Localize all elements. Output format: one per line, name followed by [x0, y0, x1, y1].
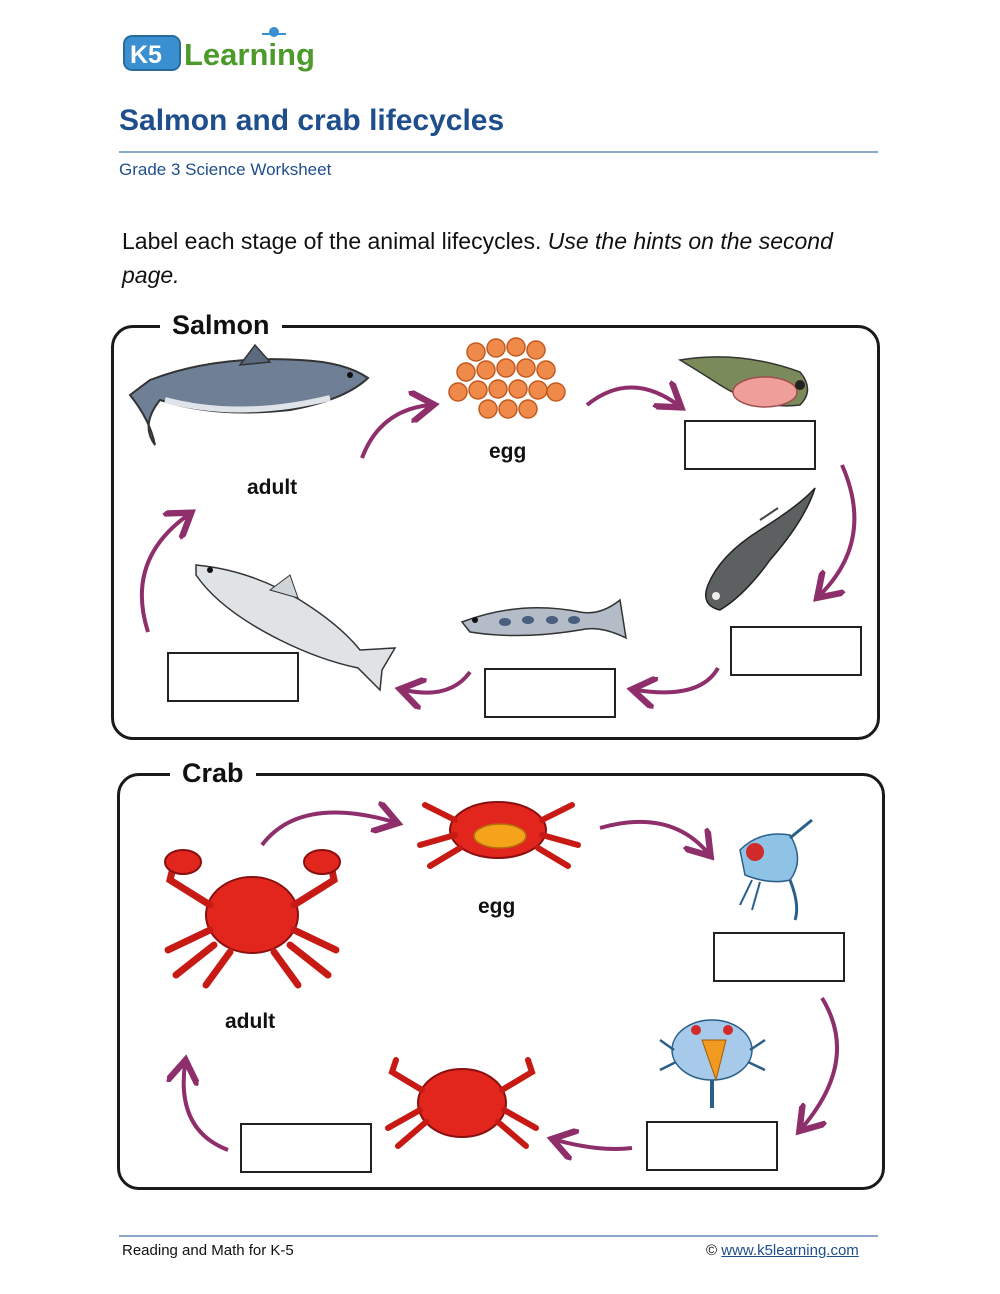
salmon-adult-illustration	[130, 345, 368, 445]
copyright-symbol: ©	[706, 1242, 718, 1259]
logo-learning-text: Learning	[184, 37, 315, 72]
instructions-italic: Use the hints on the second page.	[122, 228, 833, 288]
salmon-label-adult: adult	[247, 476, 298, 499]
arrow-crab-adult-to-egg	[262, 813, 394, 845]
footer-copyright	[706, 1242, 859, 1259]
arrow-smolt-to-adult	[142, 515, 188, 632]
crab-label-adult: adult	[225, 1010, 276, 1033]
salmon-panel-title: Salmon	[160, 310, 282, 341]
page-subtitle: Grade 3 Science Worksheet	[119, 160, 332, 179]
arrow-crab-egg-to-zoea	[600, 822, 708, 853]
footer-divider	[119, 1235, 878, 1237]
crab-zoea-illustration	[740, 820, 812, 920]
crab-answer-box-zoea[interactable]	[713, 932, 845, 982]
page-title: Salmon and crab lifecycles	[119, 104, 505, 137]
arrow-megalopa-to-juvenile	[556, 1140, 632, 1149]
crab-panel-title: Crab	[170, 758, 256, 789]
arrow-juvenile-to-adult	[184, 1064, 228, 1150]
salmon-parr-illustration	[462, 600, 626, 638]
salmon-answer-box-fry[interactable]	[730, 626, 862, 676]
instructions-plain: Label each stage of the animal lifecycles.	[122, 228, 542, 254]
crab-megalopa-illustration	[660, 1020, 765, 1108]
footer-website-link[interactable]: www.k5learning.com	[721, 1242, 859, 1259]
crab-egg-illustration	[420, 802, 578, 866]
crab-label-egg: egg	[478, 895, 516, 918]
salmon-answer-box-parr[interactable]	[484, 668, 616, 718]
salmon-label-egg: egg	[489, 440, 527, 463]
logo-k5-text: K5	[130, 41, 162, 69]
arrow-parr-to-smolt	[404, 672, 470, 693]
crab-answer-box-megalopa[interactable]	[646, 1121, 778, 1171]
salmon-answer-box-smolt[interactable]	[167, 652, 299, 702]
arrow-fry-to-parr	[636, 668, 718, 692]
crab-juvenile-illustration	[388, 1060, 536, 1146]
arrow-alevin-to-fry	[820, 465, 854, 595]
arrow-adult-to-egg	[362, 405, 430, 458]
crab-adult-illustration	[165, 850, 340, 985]
arrow-zoea-to-megalopa	[802, 998, 837, 1128]
salmon-alevin-illustration	[680, 357, 808, 407]
salmon-answer-box-alevin[interactable]	[684, 420, 816, 470]
salmon-eggs-illustration	[449, 338, 565, 418]
footer-tagline: Reading and Math for K-5	[122, 1242, 294, 1259]
arrow-egg-to-alevin	[587, 388, 678, 406]
salmon-fry-illustration	[706, 488, 815, 610]
crab-answer-box-juvenile[interactable]	[240, 1123, 372, 1173]
